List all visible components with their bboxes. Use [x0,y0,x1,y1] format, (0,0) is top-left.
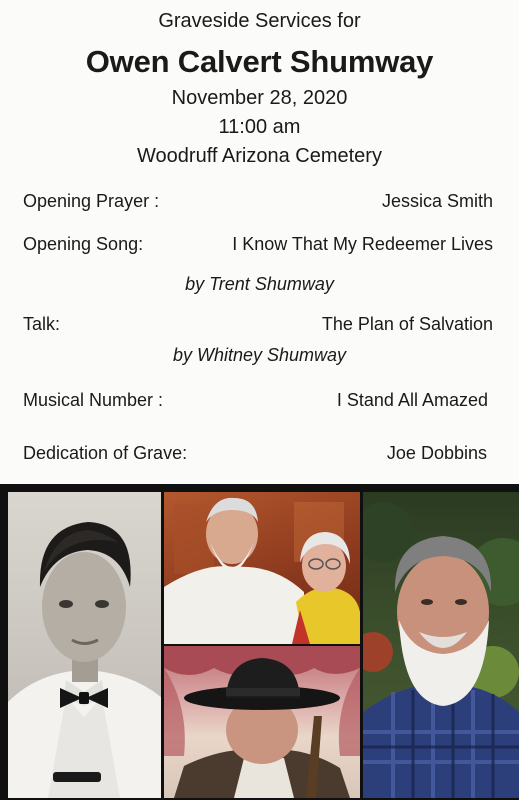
man-in-hat-photo [164,646,360,798]
service-date: November 28, 2020 [171,87,348,109]
program-item-label: Musical Number : [23,390,164,410]
man-in-hat-portrait-image [164,646,360,798]
service-time: 11:00 am [218,116,301,138]
program-item-value: Joe Dobbins [386,443,487,463]
program-item-value: The Plan of Salvation [321,314,493,334]
program-item-label: Talk: [23,314,61,334]
service-location: Woodruff Arizona Cemetery [137,145,382,167]
young-man-photo [8,492,161,798]
young-man-portrait-image [8,492,161,798]
program-item-value: I Stand All Amazed [336,390,488,410]
bearded-man-portrait-image [363,492,519,798]
couple-portrait-image [164,492,360,644]
program-item-label: Dedication of Grave: [23,443,188,463]
program-item-label: Opening Song: [23,234,144,254]
program-item-value: Jessica Smith [381,191,493,211]
services-subtitle: Graveside Services for [158,10,361,32]
bearded-man-photo [363,492,519,798]
program-item-value: I Know That My Redeemer Lives [232,234,493,254]
couple-photo [164,492,360,644]
program-item-speaker: by Whitney Shumway [172,345,347,365]
program-item-performer: by Trent Shumway [185,274,334,294]
photo-collage [0,484,519,800]
program-item-label: Opening Prayer : [23,191,160,211]
deceased-name: Owen Calvert Shumway [85,44,434,79]
